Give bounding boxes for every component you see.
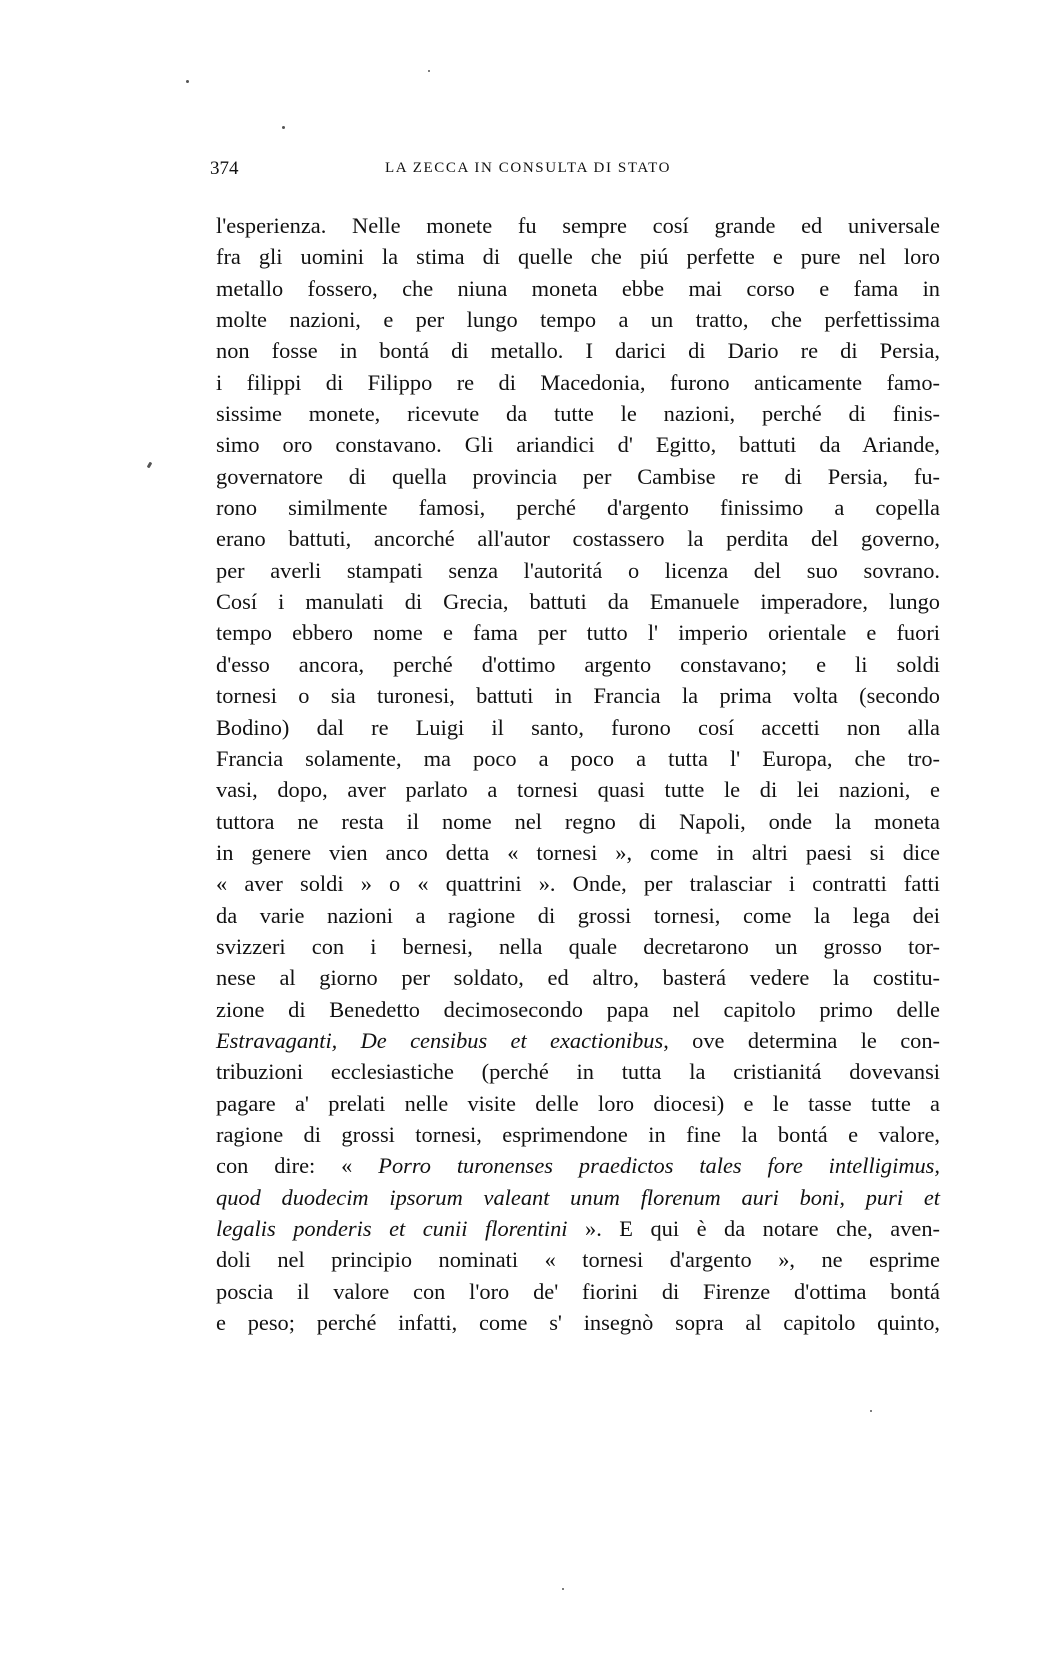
text-line: da varie nazioni a ragione di grossi tornesi, come la lega dei bbox=[216, 902, 940, 928]
text-line bbox=[216, 1025, 940, 1056]
text-line: doli nel principio nominati « tornesi d'argento », ne esprime bbox=[216, 1247, 940, 1273]
text-line: per averli stampati senza l'autoritá o licenza del suo sovrano. bbox=[216, 557, 940, 583]
text-line: l'esperienza. Nelle monete fu sempre cosí grande ed universale bbox=[216, 213, 940, 238]
text-line: tribuzioni ecclesiastiche (perché in tutta la cristianitá dovevansi bbox=[216, 1059, 940, 1085]
text-line: sissime monete, ricevute da tutte le nazioni, perché di finis- bbox=[216, 401, 940, 427]
text-line: tuttora ne resta il nome nel regno di Napoli, onde la moneta bbox=[216, 808, 940, 834]
text-line: in genere vien anco detta « tornesi », come in altri paesi si dice bbox=[216, 839, 940, 865]
text-line: Cosí i manulati di Grecia, battuti da Emanuele imperadore, lungo bbox=[216, 589, 940, 615]
latin-quotation: legalis ponderis et cunii florentini bbox=[216, 1216, 568, 1241]
text-line: Bodino) dal re Luigi il santo, furono cosí accetti non alla bbox=[216, 714, 940, 740]
text-line: metallo fossero, che niuna moneta ebbe mai corso e fama in bbox=[216, 275, 940, 301]
text-line: Francia solamente, ma poco a poco a tutta l' Europa, che tro- bbox=[216, 745, 940, 771]
text-line: vasi, dopo, aver parlato a tornesi quasi tutte le di lei nazioni, e bbox=[216, 777, 940, 803]
text-line: governatore di quella provincia per Cambise re di Persia, fu- bbox=[216, 463, 940, 489]
scan-speck bbox=[428, 70, 430, 72]
latin-quotation: quod duodecim ipsorum valeant unum florenum auri boni, puri et bbox=[216, 1184, 940, 1210]
running-title: LA ZECCA IN CONSULTA DI STATO bbox=[385, 160, 672, 176]
text-line: tornesi o sia turonesi, battuti in Francia la prima volta (secondo bbox=[216, 683, 940, 709]
text-line: erano battuti, ancorché all'autor costassero la perdita del governo, bbox=[216, 526, 940, 552]
text-line bbox=[216, 1150, 940, 1181]
text-line bbox=[216, 1213, 940, 1244]
scan-speck bbox=[147, 462, 153, 469]
text-line: zione di Benedetto decimosecondo papa nel capitolo primo delle bbox=[216, 996, 940, 1022]
text-line: d'esso ancora, perché d'ottimo argento constavano; e li soldi bbox=[216, 651, 940, 677]
latin-quotation: Porro turonenses praedictos tales fore intelligimus, bbox=[378, 1153, 940, 1179]
text-line: nese al giorno per soldato, ed altro, basterá vedere la costitu- bbox=[216, 965, 940, 991]
text-line: non fosse in bontá di metallo. I darici di Dario re di Persia, bbox=[216, 338, 940, 364]
text-line: svizzeri con i bernesi, nella quale decretarono un grosso tor- bbox=[216, 933, 940, 959]
text-line: poscia il valore con l'oro de' fiorini di Firenze d'ottima bontá bbox=[216, 1278, 940, 1304]
scan-speck bbox=[282, 126, 285, 129]
text-line: i filippi di Filippo re di Macedonia, furono anticamente famo- bbox=[216, 369, 940, 395]
text-line bbox=[216, 1182, 940, 1213]
text-line: ragione di grossi tornesi, esprimendone in fine la bontá e valore, bbox=[216, 1121, 940, 1147]
text-line: simo oro constavano. Gli ariandici d' Egitto, battuti da Ariande, bbox=[216, 432, 940, 458]
text-fragment: ». E qui è da notare che, aven- bbox=[567, 1216, 940, 1241]
scan-speck bbox=[870, 1410, 872, 1412]
page-header bbox=[210, 158, 940, 186]
text-line: pagare a' prelati nelle visite delle loro diocesi) e le tasse tutte a bbox=[216, 1090, 940, 1116]
body-text bbox=[216, 210, 940, 1338]
scan-speck bbox=[186, 80, 189, 83]
text-line: tempo ebbero nome e fama per tutto l' imperio orientale e fuori bbox=[216, 620, 940, 646]
text-line: molte nazioni, e per lungo tempo a un tratto, che perfettissima bbox=[216, 307, 940, 333]
text-line: fra gli uomini la stima di quelle che piú perfette e pure nel loro bbox=[216, 244, 940, 270]
page-number: 374 bbox=[210, 158, 239, 179]
text-fragment: , ove determina le con- bbox=[663, 1027, 940, 1053]
scan-speck bbox=[562, 1588, 564, 1590]
italic-title: Estravaganti, De censibus et exactionibus bbox=[216, 1027, 664, 1053]
text-line: « aver soldi » o « quattrini ». Onde, per tralasciar i contratti fatti bbox=[216, 871, 940, 897]
text-line: rono similmente famosi, perché d'argento finissimo a copella bbox=[216, 495, 940, 521]
text-fragment: con dire: « bbox=[216, 1153, 379, 1179]
text-line: e peso; perché infatti, come s' insegnò sopra al capitolo quinto, bbox=[216, 1310, 940, 1336]
